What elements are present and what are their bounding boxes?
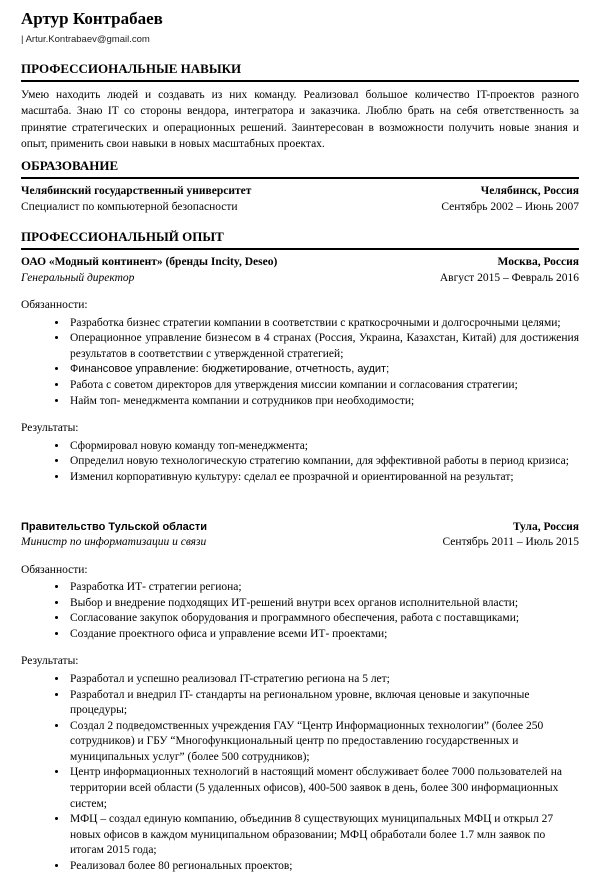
- result-item: • Создал 2 подведомственных учреждения ГАУ “Центр Информационных технологии” (более 250 сотрудников) и ГБУ “Многофункциональный центр по предоставлению государственных и муниципальных услуг” (более 500 сотрудников);: [68, 719, 579, 766]
- school-name: Челябинский государственный университет: [21, 185, 252, 198]
- duty-item: • Работа с советом директоров для утверждения миссии компании и согласования стратегии;: [68, 378, 579, 394]
- results-label: Результаты:: [21, 422, 79, 435]
- duties-list: [21, 580, 579, 642]
- person-name: Артур Контрабаев: [21, 9, 163, 28]
- skills-section-title: ПРОФЕССИОНАЛЬНЫЕ НАВЫКИ: [21, 61, 579, 82]
- duty-item: • Найм топ- менеджмента компании и сотрудников при необходимости;: [68, 394, 579, 410]
- company-location: Тула, Россия: [512, 520, 579, 533]
- duty-item: • Выбор и внедрение подходящих ИТ-решений внутри всех органов исполнительной власти;: [68, 596, 579, 612]
- result-item: • Разработал и внедрил IT- стандарты на региональном уровне, включая ценовые и закупочные процедуры;: [68, 688, 579, 719]
- education-dates: Сентябрь 2002 – Июнь 2007: [441, 200, 579, 213]
- results-list: [21, 439, 579, 486]
- duty-item: • Согласование закупок оборудования и программного обеспечения, работа с поставщиками;: [68, 611, 579, 627]
- result-item: • Реализовал более 80 региональных проектов;: [68, 859, 579, 875]
- duty-item: • Создание проектного офиса и управление всеми ИТ- проектами;: [68, 627, 579, 643]
- duties-label: Обязанности:: [21, 299, 88, 312]
- result-item: • Сформировал новую команду топ-менеджмента;: [68, 439, 579, 455]
- company-name: ОАО «Модный континент» (бренды Incity, Deseo): [21, 256, 278, 269]
- job-entry: [21, 520, 579, 875]
- section-experience: [21, 229, 579, 874]
- job-dates: Сентябрь 2011 – Июль 2015: [442, 536, 579, 549]
- job-title: Министр по информатизации и связи: [21, 536, 207, 549]
- resume-header: [21, 8, 579, 46]
- job-dates: Август 2015 – Февраль 2016: [439, 271, 579, 284]
- section-skills: [21, 61, 579, 152]
- result-item: • Разработал и успешно реализовал IT-стратегию региона на 5 лет;: [68, 672, 579, 688]
- result-item: • Изменил корпоративную культуру: сделал ее прозрачной и ориентированной на результат;: [68, 470, 579, 486]
- results-list: [21, 672, 579, 875]
- company-name: Правительство Тульской области: [21, 520, 208, 533]
- experience-section-title: ПРОФЕССИОНАЛЬНЫЙ ОПЫТ: [21, 229, 579, 250]
- contact-email: | Artur.Kontrabaev@gmail.com: [21, 34, 150, 45]
- section-education: [21, 158, 579, 215]
- job-entry: [21, 255, 579, 485]
- duty-item: • Разработка ИТ- стратегии региона;: [68, 580, 579, 596]
- result-item: • Определил новую технологическую стратегию компании, для эффективной работы в период кризиса;: [68, 454, 579, 470]
- duties-list: [21, 316, 579, 410]
- company-location: Москва, Россия: [497, 256, 579, 269]
- result-item: • МФЦ – создал единую компанию, объединив 8 существующих муниципальных МФЦ и открыл 27 новых офисов в каждом муниципальном образовании; МФЦ обработали более 1.7 млн заявок по итогам 2015 года;: [68, 812, 579, 859]
- duty-item: • Операционное управление бизнесом в 4 странах (Россия, Украина, Казахстан, Китай) для достижения результатов в соответствии с утвержденной стратегией;: [68, 331, 579, 362]
- school-location: Челябинск, Россия: [480, 185, 579, 198]
- education-entry: [21, 184, 579, 215]
- duty-item: • Финансовое управление: бюджетирование, отчетность, аудит;: [68, 362, 579, 378]
- result-item: • Центр информационных технологий в настоящий момент обслуживает более 7000 пользователей на территории всей области (5 удаленных офисов), 400-500 заявок в день, более 300 информационных систем;: [68, 765, 579, 812]
- degree-name: Специалист по компьютерной безопасности: [21, 200, 238, 213]
- job-title: Генеральный директор: [21, 271, 135, 284]
- skills-summary: Умею находить людей и создавать из них команду. Реализовал большое количество IT-проектов разного масштаба. Знаю IT со стороны вендора, интегратора и заказчика. Люблю брать на себя ответственность за принятие стратегических и операционных решений. Заинтересован в возможности получить новые знания и опыт, применить свои навыки в новых масштабных проектах.: [21, 89, 579, 150]
- education-section-title: ОБРАЗОВАНИЕ: [21, 158, 579, 179]
- duties-label: Обязанности:: [21, 563, 88, 576]
- results-label: Результаты:: [21, 655, 79, 668]
- duty-item: • Разработка бизнес стратегии компании в соответствии с краткосрочными и долгосрочными целями;: [68, 316, 579, 332]
